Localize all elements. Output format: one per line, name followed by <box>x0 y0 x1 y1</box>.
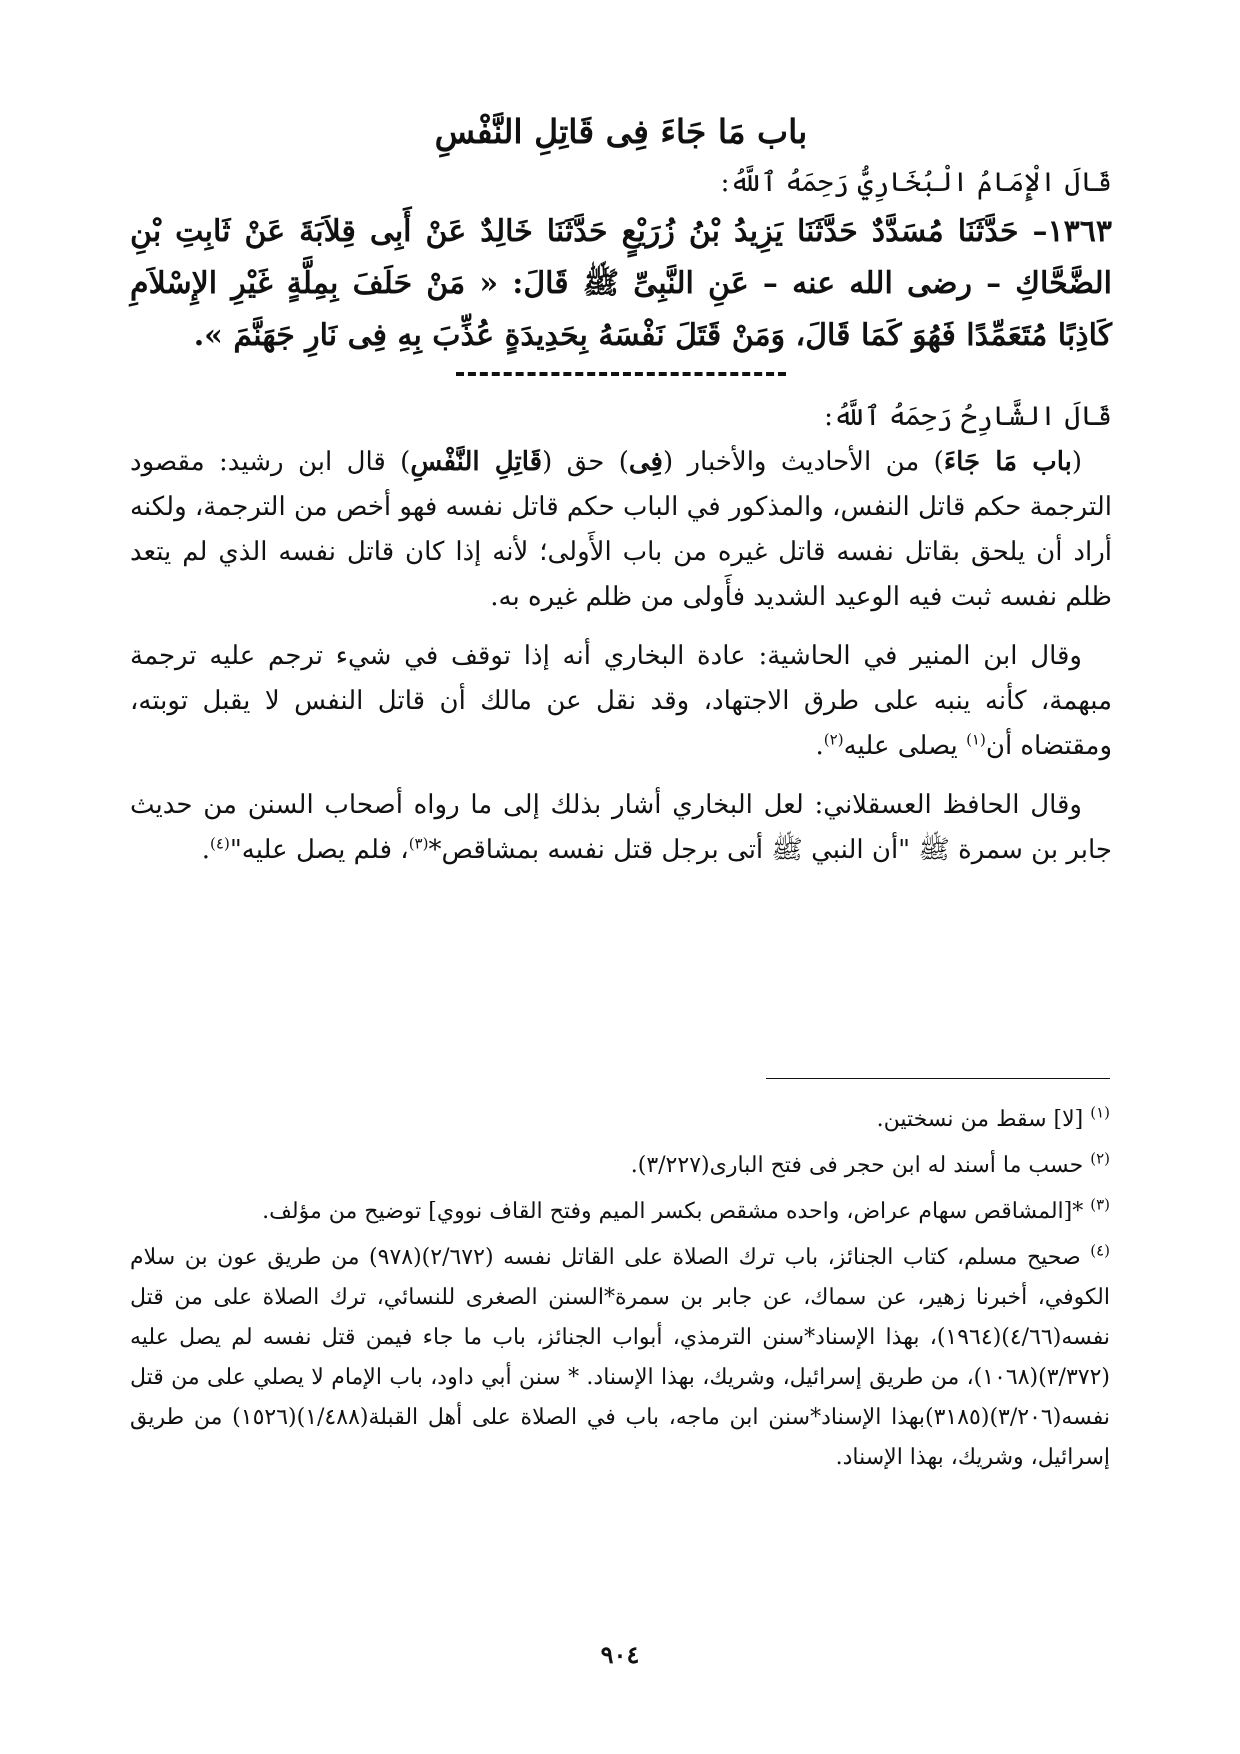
footnote-marker: (٤) <box>1090 1241 1110 1260</box>
page-number: ٩٠٤ <box>600 1640 640 1669</box>
footnote-marker: (٢) <box>1090 1149 1110 1168</box>
footnote-text: *[المشاقص سهام عراض، واحده مشقص بكسر الميم وفتح القاف نووي] توضيح من مؤلف. <box>262 1199 1091 1224</box>
commentary-paragraph-3 <box>130 783 1112 873</box>
footnotes-section <box>130 1100 1110 1484</box>
hadith-text <box>130 206 1112 362</box>
hadith-body: حَدَّثَنَا مُسَدَّدٌ حَدَّثَنَا يَزِيدُ بْنُ زُرَيْعٍ حَدَّثَنَا خَالِدٌ عَنْ أَبِى قِلاَبَةَ عَنْ ثَابِتِ بْنِ الضَّحَّاكِ – رضى الله عنه – عَنِ النَّبِىِّ ﷺ قَالَ: « مَنْ حَلَفَ بِمِلَّةٍ غَيْرِ الإِسْلاَمِ كَاذِبًا مُتَعَمِّدًا فَهُوَ كَمَا قَالَ، وَمَنْ قَتَلَ نَفْسَهُ بِحَدِيدَةٍ عُذِّبَ بِهِ فِى نَارِ جَهَنَّمَ ». <box>130 214 1112 353</box>
text-segment: يصلى عليه <box>843 731 967 761</box>
text-segment: وقال ابن المنير في الحاشية: عادة البخاري أنه إذا توقف في شيء ترجم عليه ترجمة مبهمة، كأنه ينبه على طرق الاجتهاد، وقد نقل عن مالك أن قاتل النفس لا يقبل توبته، ومقتضاه أن <box>130 641 1112 761</box>
footnote-text: صحيح مسلم، كتاب الجنائز، باب ترك الصلاة على القاتل نفسه (٢/٦٧٢)(٩٧٨) من طريق عون بن سلام الكوفي، أخبرنا زهير، عن سماك، عن جابر بن سمرة*السنن الصغرى للنسائي، ترك الصلاة على من قتل نفسه(٤/٦٦)(١٩٦٤)، بهذا الإسناد*سنن الترمذي، أبواب الجنائز، باب ما جاء فيمن قتل نفسه لم يصل عليه (٣/٣٧٢)(١٠٦٨)، من طريق إسرائيل، وشريك، بهذا الإسناد. * سنن أبي داود، باب الإمام لا يصلي على من قتل نفسه(٣/٢٠٦)(٣١٨٥)بهذا الإسناد*سنن ابن ماجه، باب في الصلاة على أهل القبلة(١/٤٨٨)(١٥٢٦) من طريق إسرائيل، وشريك، بهذا الإسناد. <box>130 1245 1110 1470</box>
footnote-ref-2[interactable]: (٢) <box>823 730 844 749</box>
footnote-ref-3[interactable]: (٣) <box>408 834 429 853</box>
text-segment: وقال الحافظ العسقلاني: لعل البخاري أشار بذلك إلى ما رواه أصحاب السنن من حديث جابر بن سمرة ﷺ "أن النبي ﷺ أتى برجل قتل نفسه بمشاقص* <box>130 790 1112 865</box>
footnote-ref-1[interactable]: (١) <box>966 730 986 749</box>
term-bab: باب مَا جَاءَ <box>943 447 1072 477</box>
footnote-ref-4[interactable]: (٤) <box>210 834 230 853</box>
footnote-4 <box>130 1238 1110 1478</box>
footnote-marker: (٣) <box>1090 1195 1110 1214</box>
term-fi: فِى <box>628 447 663 477</box>
paren: ( <box>1071 447 1083 477</box>
text-segment: . <box>201 835 211 865</box>
footnote-marker: (١) <box>1090 1103 1110 1122</box>
text-segment: ) من الأحاديث والأخبار ( <box>662 447 944 477</box>
chapter-title: باب مَا جَاءَ فِى قَاتِلِ النَّفْسِ <box>434 112 808 151</box>
hadith-number: ١٣٦٣– <box>1032 214 1112 249</box>
bukhari-intro: قَالَ الْإِمَامُ الْبُخَارِيُّ رَحِمَهُ ٱللَّهُ: <box>720 167 1112 198</box>
text-segment: ) قال ابن رشيد: مقصود الترجمة حكم قاتل النفس، والمذكور في الباب حكم قاتل نفسه فهو أخص من الترجمة، ولكنه أراد أن يلحق بقاتل نفسه قاتل غيره من باب الأَولى؛ لأنه إذا كان قاتل نفسه الذي لم يتعد ظلم نفسه ثبت فيه الوعيد الشديد فأَولى من ظلم غيره به. <box>130 447 1112 612</box>
footnote-text: [لا] سقط من نسختين. <box>876 1107 1091 1132</box>
footnote-3 <box>130 1192 1110 1232</box>
text-segment: ) حق ( <box>542 447 629 477</box>
footnote-divider <box>766 1078 1110 1079</box>
section-separator <box>456 372 786 376</box>
footnote-text: حسب ما أسند له ابن حجر فى فتح البارى(٣/٢٢٧). <box>630 1153 1091 1178</box>
text-segment: . <box>815 731 824 761</box>
term-qatil: قَاتِلِ النَّفْسِ <box>410 447 543 477</box>
commentary-paragraph-2 <box>130 634 1112 769</box>
main-text <box>130 108 1112 887</box>
footnote-2 <box>130 1146 1110 1186</box>
footnote-1 <box>130 1100 1110 1140</box>
text-segment: ، فلم يصل عليه" <box>229 835 409 865</box>
commentator-intro: قَالَ الشَّارِحُ رَحِمَهُ ٱللَّهُ: <box>824 401 1112 432</box>
commentary-paragraph-1 <box>130 440 1112 620</box>
